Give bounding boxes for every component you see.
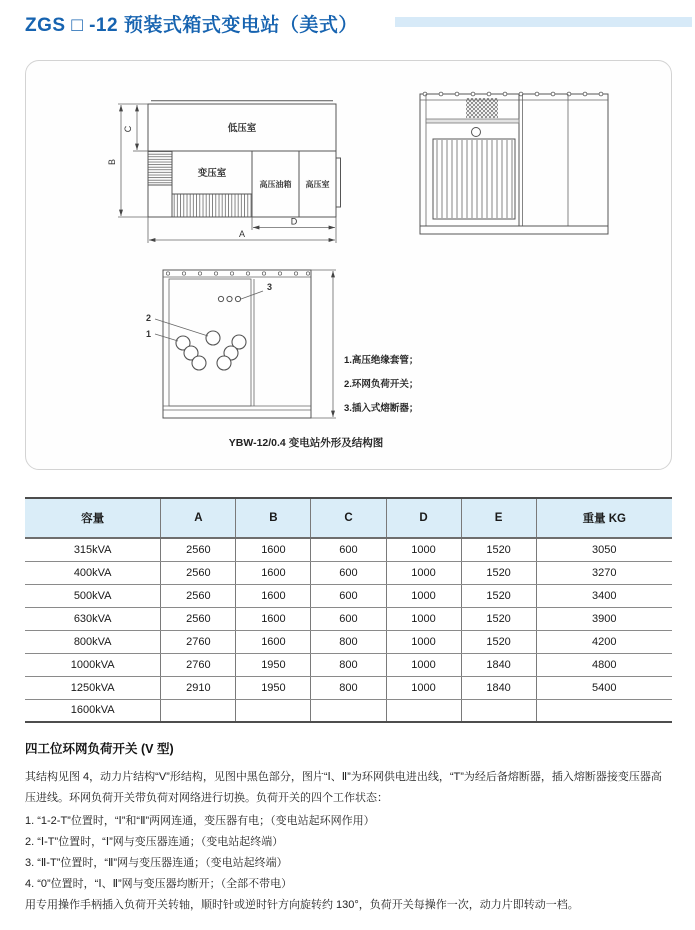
- value-cell: 2910: [161, 676, 236, 699]
- value-cell: 1520: [461, 561, 536, 584]
- title-accent-bar: [395, 17, 692, 27]
- work-state-item: 2. “Ⅰ-T”位置时，“Ⅰ”网与变压器连通；（变电站起终端）: [25, 836, 284, 848]
- value-cell: 5400: [536, 676, 672, 699]
- fuse-ports: [218, 296, 240, 301]
- value-cell: 800: [311, 676, 386, 699]
- value-cell: 1000: [386, 653, 461, 676]
- col-header-a: A: [161, 498, 236, 538]
- value-cell: 1600: [236, 630, 311, 653]
- table-row: [25, 561, 672, 584]
- value-cell: 3050: [536, 538, 672, 561]
- switch-description-section: [25, 739, 672, 916]
- value-cell: [386, 699, 461, 722]
- value-cell: [161, 699, 236, 722]
- louver-grille: [437, 140, 512, 218]
- section-footer: 用专用操作手柄插入负荷开关转轴，顺时针或逆时针方向旋转约 130°，负荷开关每操作一次，动力片即转动一档。: [25, 899, 579, 911]
- room-label-hv-oil-tank: 高压油箱: [259, 180, 292, 189]
- value-cell: 800: [311, 653, 386, 676]
- value-cell: 1000: [386, 584, 461, 607]
- value-cell: 1840: [461, 676, 536, 699]
- value-cell: 1520: [461, 584, 536, 607]
- table-header-row: [25, 498, 672, 538]
- value-cell: [236, 699, 311, 722]
- value-cell: [536, 699, 672, 722]
- value-cell: [461, 699, 536, 722]
- room-label-hv-room: 高压室: [305, 180, 330, 189]
- capacity-cell: 800kVA: [25, 630, 161, 653]
- value-cell: 3900: [536, 607, 672, 630]
- dim-label-d: D: [290, 216, 298, 227]
- capacity-cell: 1600kVA: [70, 704, 115, 717]
- dim-label-c: C: [123, 125, 133, 133]
- value-cell: 1520: [461, 630, 536, 653]
- value-cell: 4200: [536, 630, 672, 653]
- value-cell: 1000: [386, 607, 461, 630]
- work-state-item: 1. “1-2-T”位置时，“Ⅰ”和“Ⅱ”两网连通，变压器有电；（变电站起环网作用）: [25, 815, 375, 827]
- col-header-c: C: [311, 498, 386, 538]
- table-row: [25, 584, 672, 607]
- value-cell: 3270: [536, 561, 672, 584]
- value-cell: 1000: [386, 630, 461, 653]
- col-header-e: E: [461, 498, 536, 538]
- table-row: [25, 653, 672, 676]
- value-cell: 3400: [536, 584, 672, 607]
- table-row: [25, 676, 672, 699]
- col-header-capacity: 容量: [25, 498, 161, 538]
- callout-1: 1: [146, 329, 152, 339]
- section-intro: 其结构见图 4，动力片结构“V”形结构，见图中黑色部分，图片“Ⅰ、Ⅱ”为环网供电进出线，“T”为经后备熔断器，插入熔断器接变压器高压进线。环网负荷开关带负荷对网络进行切换。负荷开关的四个工作状态：: [25, 771, 662, 804]
- value-cell: 1600: [236, 584, 311, 607]
- table-row: [25, 607, 672, 630]
- value-cell: 1600: [236, 607, 311, 630]
- value-cell: 2560: [161, 538, 236, 561]
- capacity-cell: 315kVA: [25, 538, 161, 561]
- value-cell: 1840: [461, 653, 536, 676]
- value-cell: [311, 699, 386, 722]
- table-row: [25, 699, 672, 722]
- capacity-cell: 500kVA: [25, 584, 161, 607]
- plan-view-diagram: [106, 96, 356, 251]
- value-cell: 2560: [161, 607, 236, 630]
- bushing-ports: [176, 331, 246, 370]
- dim-label-a: A: [238, 229, 246, 239]
- col-header-d: D: [386, 498, 461, 538]
- value-cell: 2560: [161, 561, 236, 584]
- legend-item: 3.插入式熔断器；: [344, 403, 419, 414]
- page-title: ZGS □ -12 预装式箱式变电站（美式）: [25, 15, 358, 36]
- diagram-panel: [25, 60, 672, 470]
- room-label-low-voltage: 低压室: [227, 123, 257, 134]
- value-cell: 1000: [386, 676, 461, 699]
- table-row: [25, 538, 672, 561]
- structure-legend: [344, 349, 418, 421]
- value-cell: 800: [311, 630, 386, 653]
- value-cell: 1520: [461, 607, 536, 630]
- legend-item: 1.高压绝缘套管；: [344, 355, 419, 366]
- col-header-weight: 重量 KG: [536, 498, 672, 538]
- value-cell: 1950: [236, 676, 311, 699]
- capacity-cell: 1250kVA: [25, 676, 161, 699]
- value-cell: 4800: [536, 653, 672, 676]
- value-cell: 2760: [161, 630, 236, 653]
- value-cell: 1600: [236, 538, 311, 561]
- col-header-b: B: [236, 498, 311, 538]
- diagram-caption: YBW-12/0.4 变电站外形及结构图: [228, 437, 384, 449]
- work-state-item: 3. “Ⅱ-T”位置时，“Ⅱ”网与变压器连通；（变电站起终端）: [25, 857, 288, 869]
- capacity-cell: 1000kVA: [25, 653, 161, 676]
- work-state-item: 4. “0”位置时，“Ⅰ、Ⅱ”网与变压器均断开；（全部不带电）: [25, 878, 293, 890]
- section-heading: 四工位环网负荷开关 (V 型): [25, 742, 174, 756]
- callout-2: 2: [146, 313, 152, 323]
- roof-bolts: [166, 272, 309, 275]
- value-cell: 600: [311, 561, 386, 584]
- value-cell: 600: [311, 607, 386, 630]
- dim-label-b: B: [107, 158, 117, 166]
- door-lock: [472, 128, 481, 137]
- structure-view-diagram: [139, 266, 349, 426]
- dimension-spec-table: [25, 497, 672, 723]
- vent-grid: [466, 98, 498, 118]
- room-label-transformer: 变压室: [197, 168, 227, 179]
- page-header: [25, 8, 672, 60]
- value-cell: 2560: [161, 584, 236, 607]
- table-row: [25, 630, 672, 653]
- legend-item: 2.环网负荷开关；: [344, 379, 419, 390]
- value-cell: 600: [311, 584, 386, 607]
- capacity-cell: 400kVA: [25, 561, 161, 584]
- value-cell: 1520: [461, 538, 536, 561]
- value-cell: 1600: [236, 561, 311, 584]
- callout-3: 3: [267, 282, 273, 292]
- value-cell: 1950: [236, 653, 311, 676]
- capacity-cell: 630kVA: [25, 607, 161, 630]
- value-cell: 2760: [161, 653, 236, 676]
- value-cell: 600: [311, 538, 386, 561]
- value-cell: 1000: [386, 561, 461, 584]
- value-cell: 1000: [386, 538, 461, 561]
- front-view-diagram: [416, 91, 616, 241]
